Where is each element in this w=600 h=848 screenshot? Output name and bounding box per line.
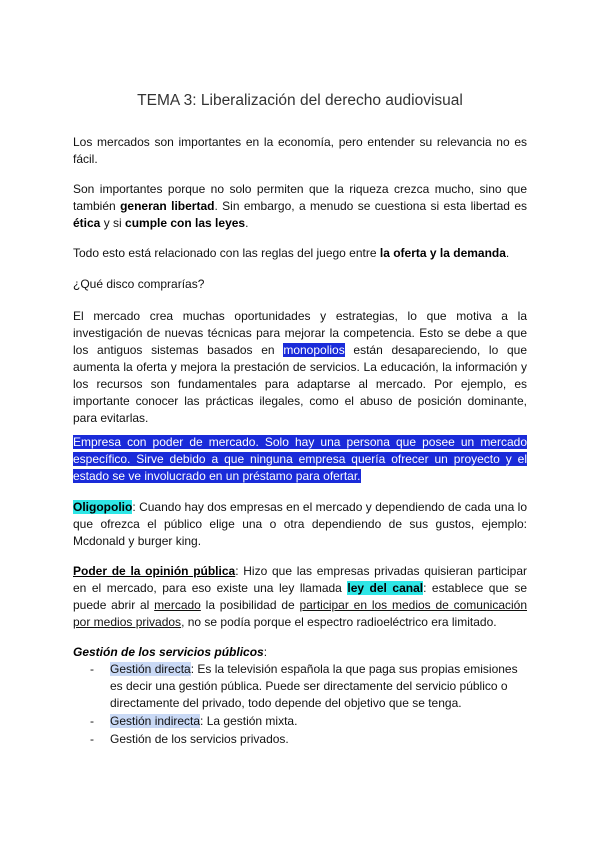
text-run: . bbox=[505, 246, 510, 260]
paragraph-mercado bbox=[73, 308, 527, 427]
text-run: y si bbox=[100, 216, 126, 230]
bold-etica: ética bbox=[73, 216, 101, 230]
text-run: , no se podía porque el espectro radioeléctrico era limitado. bbox=[181, 615, 497, 629]
list-dash: - bbox=[90, 662, 94, 676]
underline-participar: participar en los medios de comunicación por medios privados bbox=[73, 598, 528, 629]
list-dash: - bbox=[90, 732, 94, 746]
bold-oferta-demanda: la oferta y la demanda bbox=[379, 246, 506, 260]
list-item-text: : Es la televisión española la que paga sus propias emisiones es decir una gestión pública. Puede ser directamente del servicio público o directamente del privado, todo depende del objetivo que se tenga. bbox=[110, 662, 518, 710]
highlight-empresa-poder: Empresa con poder de mercado. Solo hay una persona que posee un mercado específico. Sirve debido a que ninguna empresa quería ofrecer un proyecto y el estado se ve involucrado en un préstamo para ofertar. bbox=[73, 435, 527, 483]
text-run: Todo esto está relacionado con las reglas del juego entre bbox=[73, 246, 380, 260]
paragraph-oligopolio bbox=[73, 499, 527, 550]
text-run: Son importantes porque no solo permiten que la riqueza crezca mucho, sino que también bbox=[73, 182, 527, 213]
paragraph-oferta-demanda bbox=[73, 245, 527, 262]
text-run: están desapareciendo, lo que aumenta la oferta y mejora la prestación de servicios. La educación, la información y los recursos son fundamentales para adaptarse al mercado. Por ejemplo, es importante conocer las prácticas ilegales, como el abuso de posición dominante, para evitarlas. bbox=[73, 343, 527, 425]
list-item-text: Gestión de los servicios privados. bbox=[110, 732, 289, 746]
term-oligopolio: Oligopolio bbox=[73, 500, 133, 514]
paragraph-opinion-publica bbox=[73, 563, 527, 631]
text-run: : bbox=[263, 645, 268, 659]
text-run: la posibilidad de bbox=[200, 598, 300, 612]
text-run: : establece que se puede abrir al bbox=[73, 581, 527, 612]
services-list bbox=[73, 661, 527, 749]
text-run: : Hizo que las empresas privadas quisieran participar en el mercado, para eso existe una ley llamada bbox=[73, 564, 527, 595]
list-dash: - bbox=[90, 714, 94, 728]
paragraph-empresa-poder bbox=[73, 434, 527, 485]
section-heading-text: Gestión de los servicios públicos bbox=[73, 645, 264, 659]
list-item bbox=[73, 661, 527, 712]
term-gestion-directa: Gestión directa bbox=[110, 662, 191, 676]
text-run: El mercado crea muchas oportunidades y estrategias, lo que motiva a la investigación de nuevas técnicas para mejorar la competencia. Esto se debe a que los antiguos sistemas basados en bbox=[73, 309, 527, 357]
text-run: : Cuando hay dos empresas en el mercado y dependiendo de cada una lo que ofrezca el público elige una o otra dependiendo de sus gustos, ejemplo: Mcdonald y burger king. bbox=[73, 500, 527, 548]
text-run: . Sin embargo, a menudo se cuestiona si esta libertad es bbox=[214, 199, 527, 213]
highlight-monopolios: monopolios bbox=[283, 343, 345, 357]
paragraph-question: ¿Qué disco comprarías? bbox=[73, 277, 205, 291]
term-gestion-indirecta: Gestión indirecta bbox=[110, 714, 201, 728]
page-title: TEMA 3: Liberalización del derecho audiovisual bbox=[137, 92, 463, 109]
section-heading bbox=[73, 644, 527, 661]
list-item bbox=[73, 731, 527, 748]
list-item-text: : La gestión mixta. bbox=[200, 714, 298, 728]
paragraph-importance bbox=[73, 181, 527, 232]
underline-mercado: mercado bbox=[154, 598, 201, 612]
list-item bbox=[73, 713, 527, 730]
paragraph-intro: Los mercados son importantes en la economía, pero entender su relevancia no es fácil. bbox=[73, 135, 527, 166]
term-poder-opinion: Poder de la opinión pública bbox=[73, 564, 236, 578]
bold-generan-libertad: generan libertad bbox=[120, 199, 215, 213]
bold-cumple-leyes: cumple con las leyes bbox=[125, 216, 246, 230]
term-ley-del-canal: ley del canal bbox=[347, 581, 424, 595]
text-run: . bbox=[245, 216, 249, 230]
